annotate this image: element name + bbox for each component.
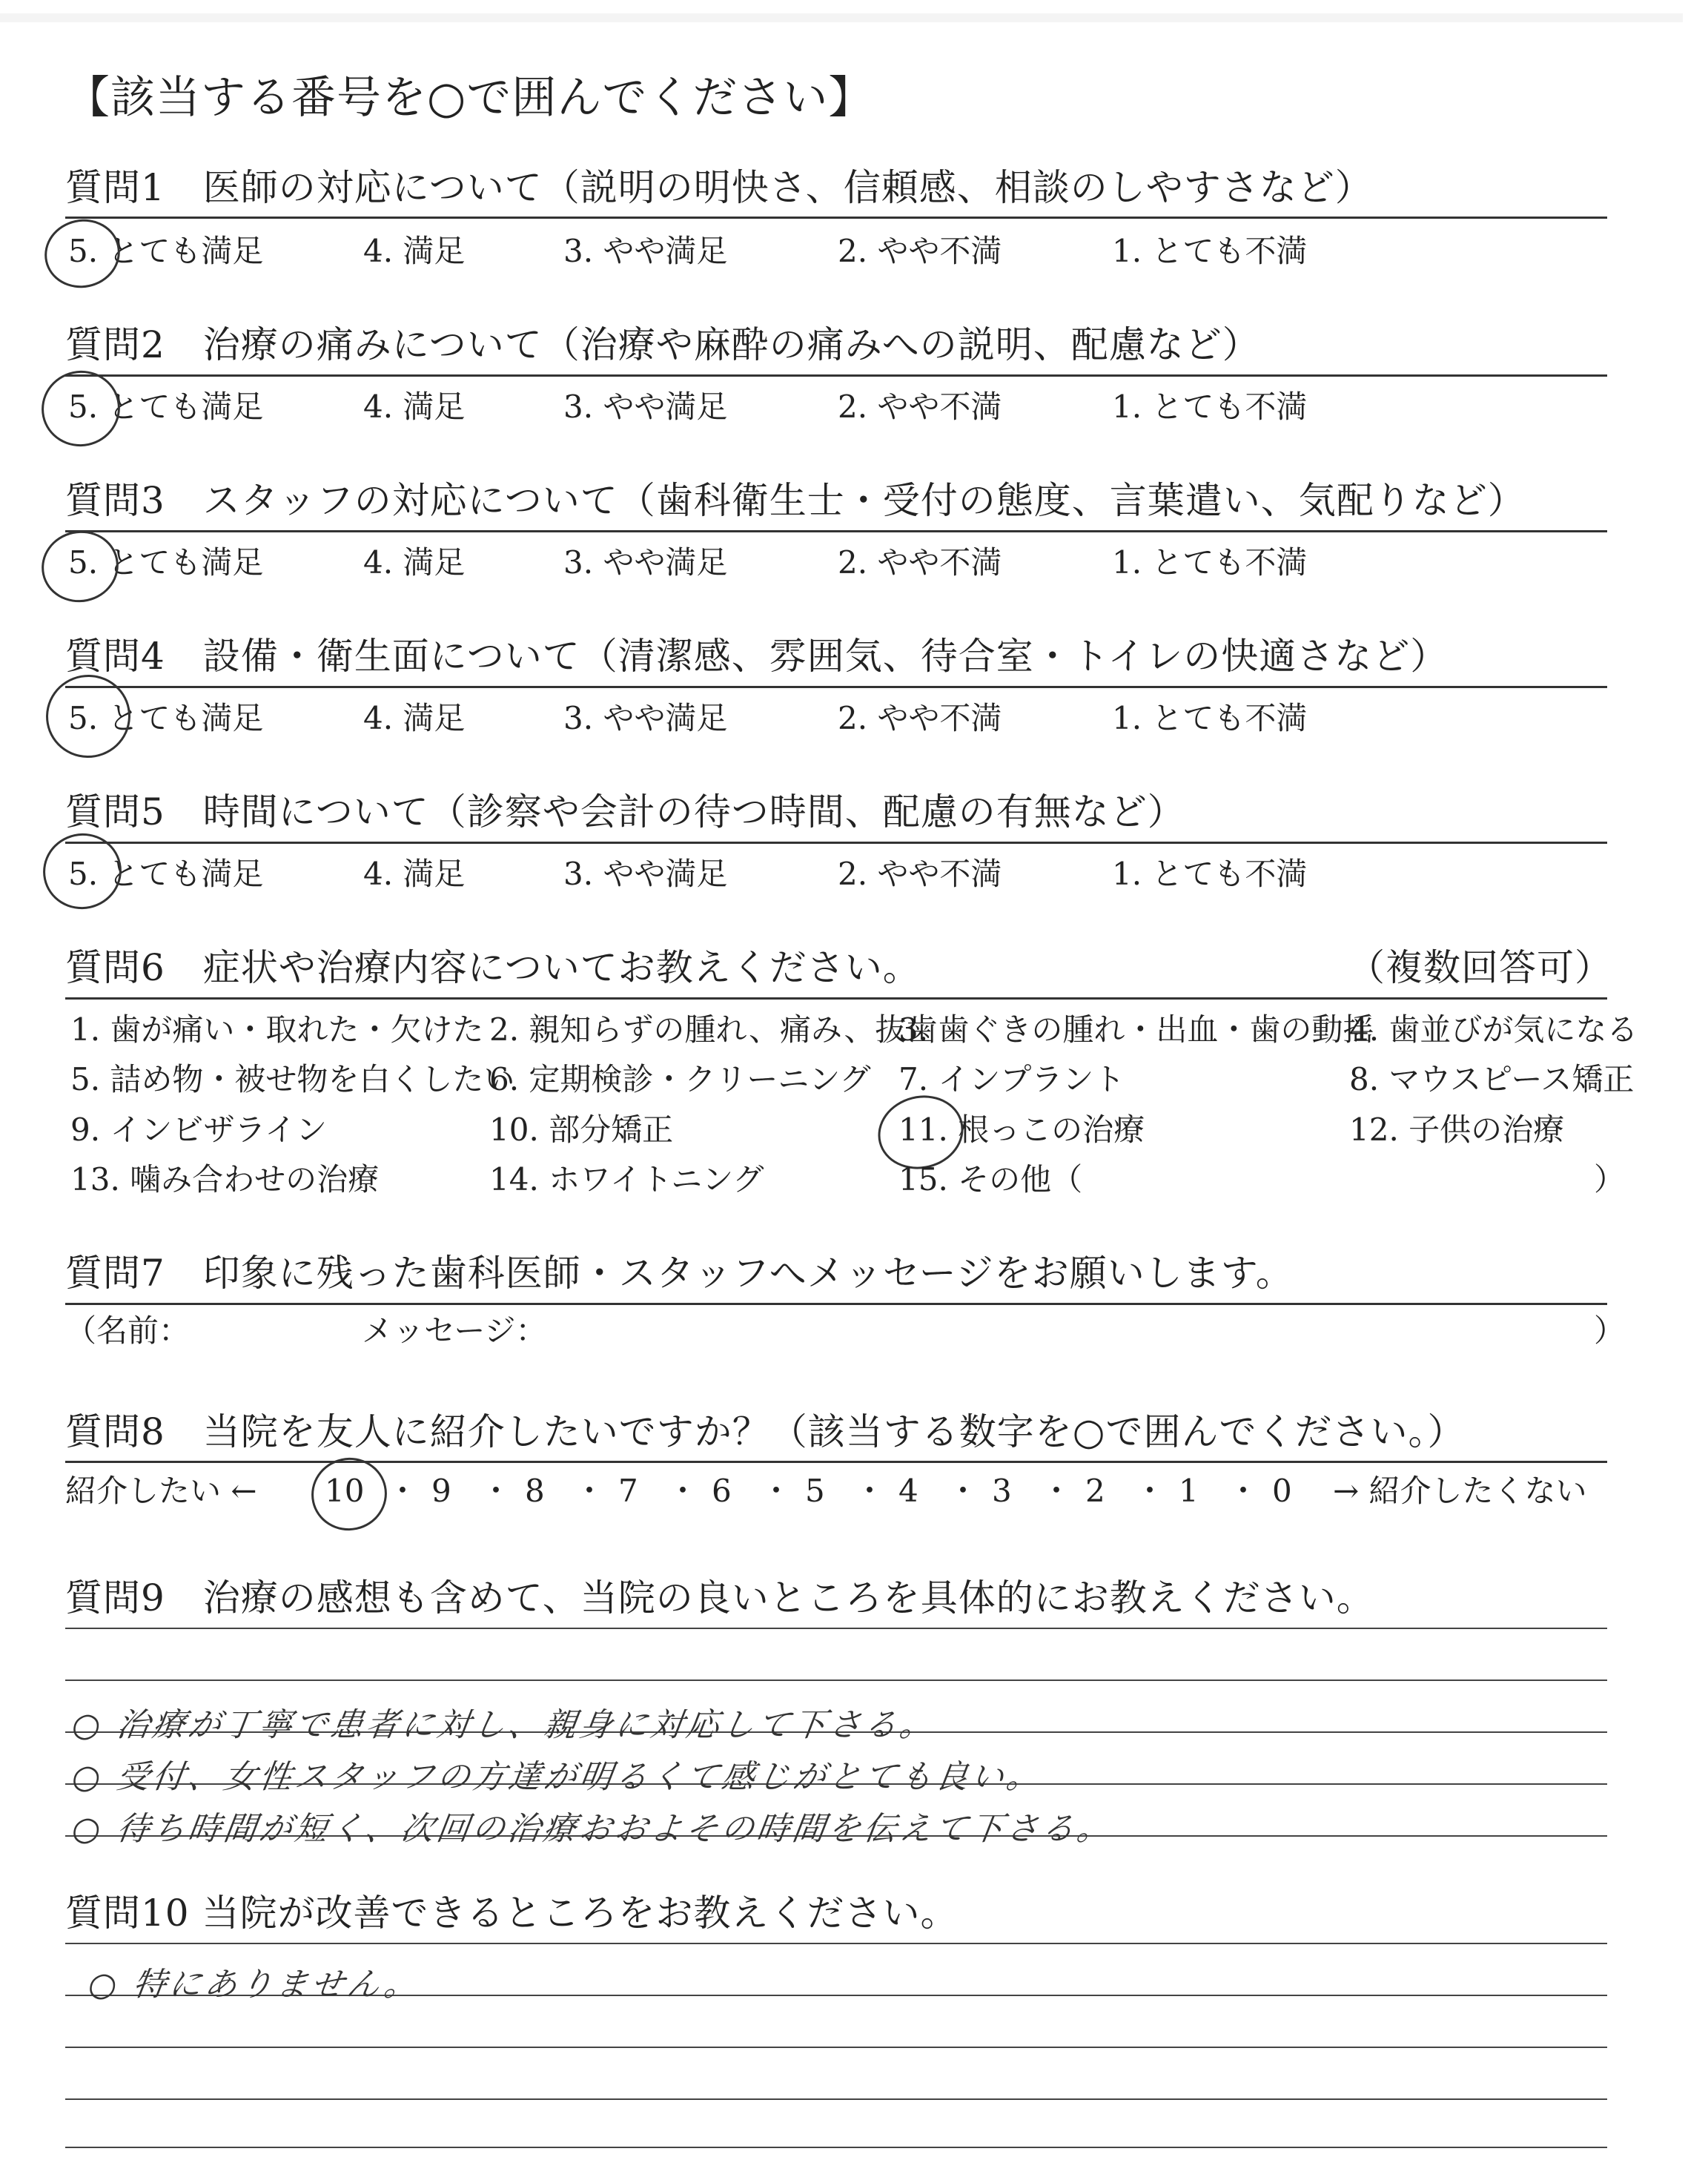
q10-heading: 質問10 当院が改善できるところをお教えください。: [65, 1892, 959, 1935]
q3-heading: 質問3 スタッフの対応について（歯科衛生士・受付の態度、言葉遣い、気配りなど）: [65, 479, 1526, 522]
scan-edge: [0, 13, 1683, 22]
q3-selection-circle: [35, 524, 125, 610]
q6-item-13[interactable]: 13. 噛み合わせの治療: [70, 1161, 380, 1198]
q1-heading: 質問1 医師の対応について（説明の明快さ、信頼感、相談のしやすさなど）: [65, 166, 1373, 209]
q2-option-3[interactable]: 3. やや満足: [563, 389, 728, 425]
q2-option-4[interactable]: 4. 満足: [363, 389, 466, 425]
q8-separator: ・: [667, 1473, 699, 1509]
q3-option-2[interactable]: 2. やや不満: [838, 544, 1002, 581]
q8-separator: ・: [854, 1473, 886, 1509]
q3-option-3[interactable]: 3. やや満足: [563, 544, 728, 581]
q5-option-4[interactable]: 4. 満足: [363, 856, 466, 892]
q6-item-9[interactable]: 9. インビザライン: [70, 1112, 328, 1148]
q9-line-1: [65, 1628, 1607, 1629]
q10-line-4: [65, 2098, 1607, 2100]
q7-name-label: （名前：: [65, 1312, 191, 1349]
q8-score-6[interactable]: 6: [712, 1473, 732, 1509]
q2-rule: [65, 374, 1607, 377]
q8-separator: ・: [574, 1473, 606, 1509]
q8-separator: ・: [947, 1473, 979, 1509]
q8-score-7[interactable]: 7: [618, 1473, 638, 1509]
q1-option-3[interactable]: 3. やや満足: [563, 233, 728, 269]
q6-item-15[interactable]: 15. その他（: [898, 1161, 1083, 1198]
q8-rule: [65, 1461, 1607, 1463]
q1-option-1[interactable]: 1. とても不満: [1112, 233, 1308, 269]
q9-answer-2: ○ 受付、女性スタッフの方達が明るくて感じがとても良い。: [69, 1758, 1045, 1796]
q5-heading: 質問5 時間について（診察や会計の待つ時間、配慮の有無など）: [65, 790, 1185, 833]
q8-left-label: 紹介したい ←: [65, 1473, 257, 1509]
q5-selection-circle: [36, 826, 129, 916]
q4-option-3[interactable]: 3. やや満足: [563, 700, 728, 736]
q2-selection-circle: [35, 363, 128, 454]
q6-item-11[interactable]: 11. 根っこの治療: [898, 1112, 1145, 1148]
q2-option-5[interactable]: 5. とても満足: [68, 389, 264, 425]
q6-item-5[interactable]: 5. 詰め物・被せ物を白くしたい: [70, 1061, 515, 1097]
q9-line-2: [65, 1680, 1607, 1681]
q10-line-5: [65, 2147, 1607, 2148]
q8-score-2[interactable]: 2: [1085, 1473, 1105, 1509]
q7-heading: 質問7 印象に残った歯科医師・スタッフへメッセージをお願いします。: [65, 1252, 1294, 1295]
q7-close-paren: ）: [1594, 1312, 1626, 1349]
q8-separator: ・: [1228, 1473, 1260, 1509]
q6-item-12[interactable]: 12. 子供の治療: [1349, 1112, 1565, 1148]
q2-heading: 質問2 治療の痛みについて（治療や麻酔の痛みへの説明、配慮など）: [65, 323, 1260, 366]
q6-rule: [65, 997, 1607, 1000]
q5-option-1[interactable]: 1. とても不満: [1112, 856, 1308, 892]
q6-item-6[interactable]: 6. 定期検診・クリーニング: [489, 1061, 871, 1097]
q8-right-label: → 紹介したくない: [1333, 1473, 1587, 1509]
q8-separator: ・: [761, 1473, 792, 1509]
q4-option-4[interactable]: 4. 満足: [363, 700, 466, 736]
q3-option-5[interactable]: 5. とても満足: [68, 544, 264, 581]
q5-option-2[interactable]: 2. やや不満: [838, 856, 1002, 892]
q1-option-5[interactable]: 5. とても満足: [68, 233, 264, 269]
q6-item-1[interactable]: 1. 歯が痛い・取れた・欠けた: [70, 1011, 484, 1048]
q4-option-5[interactable]: 5. とても満足: [68, 700, 264, 736]
q7-message-label: メッセージ：: [362, 1312, 547, 1349]
q8-score-10[interactable]: 10: [325, 1473, 365, 1509]
q6-item-14[interactable]: 14. ホワイトニング: [489, 1161, 764, 1198]
q8-score-4[interactable]: 4: [898, 1473, 918, 1509]
q9-answer-1: ○ 治療が丁寧で患者に対し、親身に対応して下さる。: [69, 1706, 939, 1744]
q1-selection-circle: [39, 212, 127, 294]
q6-other-close-paren: ）: [1594, 1161, 1626, 1198]
q4-option-1[interactable]: 1. とても不満: [1112, 700, 1308, 736]
q1-option-4[interactable]: 4. 満足: [363, 233, 466, 269]
q5-option-3[interactable]: 3. やや満足: [563, 856, 728, 892]
q8-score-3[interactable]: 3: [992, 1473, 1012, 1509]
q6-item-3[interactable]: 3. 歯ぐきの腫れ・出血・歯の動揺: [898, 1011, 1374, 1048]
q8-separator: ・: [480, 1473, 512, 1509]
q4-rule: [65, 686, 1607, 688]
q5-option-5[interactable]: 5. とても満足: [68, 856, 264, 892]
q9-answer-3: ○ 待ち時間が短く、次回の治療おおよその時間を伝えて下さる。: [69, 1810, 1116, 1848]
q8-separator: ・: [1134, 1473, 1166, 1509]
q3-option-4[interactable]: 4. 満足: [363, 544, 466, 581]
q5-rule: [65, 842, 1607, 844]
q10-answer-1: ○ 特にありません。: [85, 1966, 423, 2004]
q8-score-5[interactable]: 5: [805, 1473, 825, 1509]
q10-line-3: [65, 2047, 1607, 2048]
q6-item-2[interactable]: 2. 親知らずの腫れ、痛み、抜歯: [489, 1011, 938, 1048]
q2-option-2[interactable]: 2. やや不満: [838, 389, 1002, 425]
q3-rule: [65, 530, 1607, 532]
q3-option-1[interactable]: 1. とても不満: [1112, 544, 1308, 581]
q9-heading: 質問9 治療の感想も含めて、当院の良いところを具体的にお教えください。: [65, 1576, 1374, 1619]
q4-option-2[interactable]: 2. やや不満: [838, 700, 1002, 736]
q1-option-2[interactable]: 2. やや不満: [838, 233, 1002, 269]
q6-multiple-note: （複数回答可）: [1348, 946, 1612, 989]
q8-selection-circle: [305, 1450, 394, 1537]
q6-item-7[interactable]: 7. インプラント: [898, 1061, 1125, 1097]
q6-heading: 質問6 症状や治療内容についてお教えください。: [65, 946, 921, 989]
q6-item-10[interactable]: 10. 部分矯正: [489, 1112, 674, 1148]
q6-item-8[interactable]: 8. マウスピース矯正: [1349, 1061, 1635, 1097]
q8-separator: ・: [1041, 1473, 1073, 1509]
q1-rule: [65, 217, 1607, 219]
q10-line-1: [65, 1943, 1607, 1944]
q4-selection-circle: [39, 668, 137, 764]
q8-score-9[interactable]: 9: [431, 1473, 451, 1509]
q2-option-1[interactable]: 1. とても不満: [1112, 389, 1308, 425]
q8-heading: 質問8 当院を友人に紹介したいですか？（該当する数字を○で囲んでください。）: [65, 1410, 1466, 1453]
q4-heading: 質問4 設備・衛生面について（清潔感、雰囲気、待合室・トイレの快適さなど）: [65, 635, 1449, 678]
q6-item-4[interactable]: 4. 歯並びが気になる: [1349, 1011, 1638, 1048]
q7-rule: [65, 1303, 1607, 1305]
q8-score-8[interactable]: 8: [525, 1473, 545, 1509]
q8-separator: ・: [387, 1473, 419, 1509]
q8-score-1[interactable]: 1: [1179, 1473, 1199, 1509]
q8-score-0[interactable]: 0: [1272, 1473, 1292, 1509]
instruction-title: 【該当する番号を○で囲んでください】: [65, 72, 874, 124]
